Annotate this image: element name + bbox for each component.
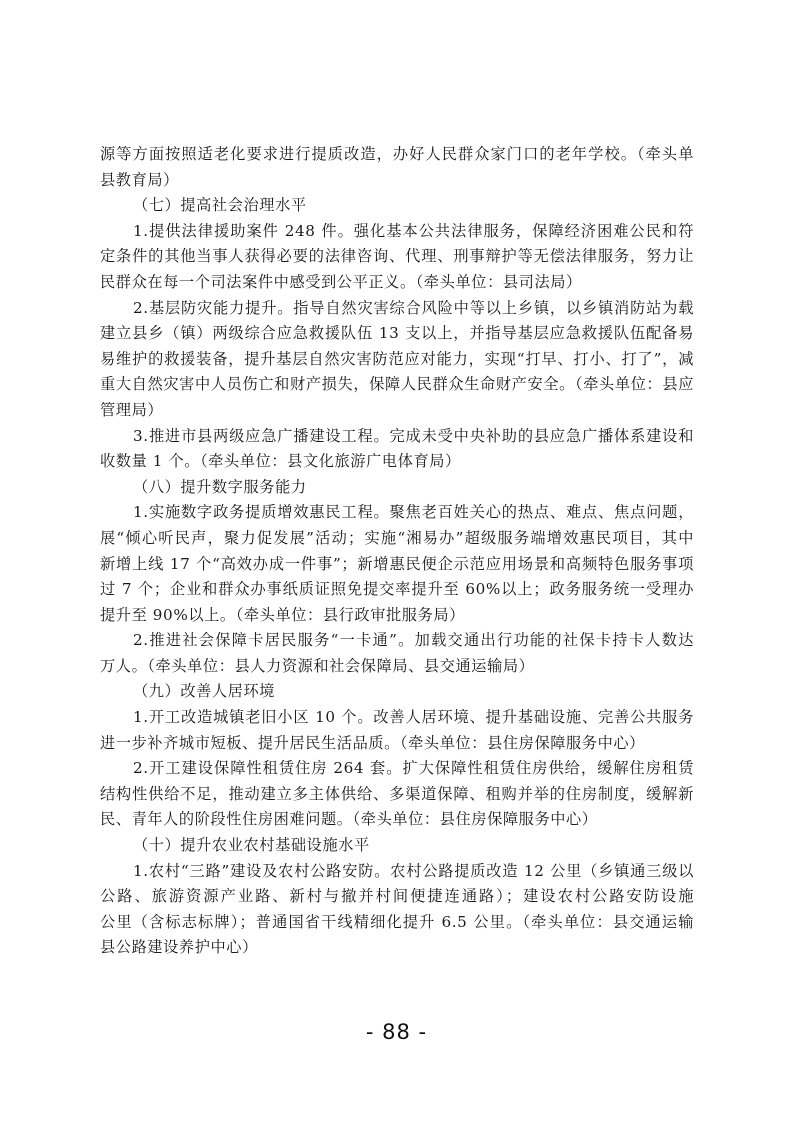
document-body (100, 142, 694, 961)
text-line: 县公路建设养护中心） (100, 938, 258, 957)
text-line: 定条件的其他当事人获得必要的法律咨询、代理、刑事辩护等无偿法律服务，努力让 (100, 247, 694, 266)
text-line: 万人。（牵头单位：县人力资源和社会保障局、县交通运输局） (100, 656, 535, 675)
text-line: 1.提供法律援助案件 248 件。强化基本公共法律服务，保障经济困难公民和符 (133, 221, 694, 240)
text-line: 1.开工改造城镇老旧小区 10 个。改善人居环境、提升基础设施、完善公共服务 (133, 708, 694, 727)
text-line: 收数量 1 个。（牵头单位：县文化旅游广电体育局） (100, 452, 461, 471)
page-number: - 88 - (365, 1020, 428, 1044)
text-line: 2.基层防灾能力提升。指导自然灾害综合风险中等以上乡镇，以乡镇消防站为载 (133, 298, 694, 317)
text-line: （八）提升数字服务能力 (133, 477, 307, 496)
text-line: 民群众在每一个司法案件中感受到公平正义。（牵头单位：县司法局） (100, 272, 582, 291)
text-line: 2.开工建设保障性租赁住房 264 套。扩大保障性租赁住房供给，缓解住房租赁 (133, 759, 694, 778)
text-line: 展“倾心听民声，聚力促发展”活动；实施“湘易办”超级服务端增效惠民项目，其中 (100, 528, 694, 547)
text-line: 民、青年人的阶段性住房困难问题。（牵头单位：县住房保障服务中心） (100, 810, 598, 829)
text-line: （九）改善人居环境 (133, 682, 276, 701)
text-line: 易维护的救援装备，提升基层自然灾害防范应对能力，实现“打早、打小、打了”，减 (100, 349, 694, 368)
text-line: （十）提升农业农村基础设施水平 (133, 836, 370, 855)
text-line: 源等方面按照适老化要求进行提质改造，办好人民群众家门口的老年学校。（牵头单 (100, 145, 694, 163)
text-line: 2.推进社会保障卡居民服务“一卡通”。加载交通出行功能的社保卡持卡人数达 (133, 631, 694, 650)
text-line: （七）提高社会治理水平 (133, 196, 307, 215)
text-line: 建立县乡（镇）两级综合应急救援队伍 13 支以上，并指导基层应急救援队伍配备易 (100, 324, 694, 343)
text-line: 3.推进市县两级应急广播建设工程。完成未受中央补助的县应急广播体系建设和 (133, 426, 694, 445)
text-line: 县教育局） (100, 170, 179, 189)
text-line: 新增上线 17 个“高效办成一件事”；新增惠民便企示范应用场景和高频特色服务事项 (100, 554, 694, 573)
text-line: 提升至 90%以上。（牵头单位：县行政审批服务局） (100, 605, 465, 624)
text-line: 重大自然灾害中人员伤亡和财产损失，保障人民群众生命财产安全。（牵头单位：县应 (100, 375, 694, 394)
text-line: 过 7 个；企业和群众办事纸质证照免提交率提升至 60%以上；政务服务统一受理办 (100, 580, 694, 599)
text-line: 公里（含标志标牌）；普通国省干线精细化提升 6.5 公里。（牵头单位：县交通运输 (100, 912, 694, 931)
text-line: 公路、旅游资源产业路、新村与撤并村间便捷连通路）；建设农村公路安防设施 (100, 887, 694, 906)
text-line: 1.实施数字政务提质增效惠民工程。聚焦老百姓关心的热点、难点、焦点问题， (133, 503, 694, 522)
text-line: 管理局） (100, 400, 164, 419)
text-line: 1.农村“三路”建设及农村公路安防。农村公路提质改造 12 公里（乡镇通三级以 (133, 861, 694, 880)
text-line: 结构性供给不足，推动建立多主体供给、多渠道保障、租购并举的住房制度，缓解新 (100, 784, 694, 803)
text-line: 进一步补齐城市短板、提升居民生活品质。（牵头单位：县住房保障服务中心） (100, 733, 645, 752)
